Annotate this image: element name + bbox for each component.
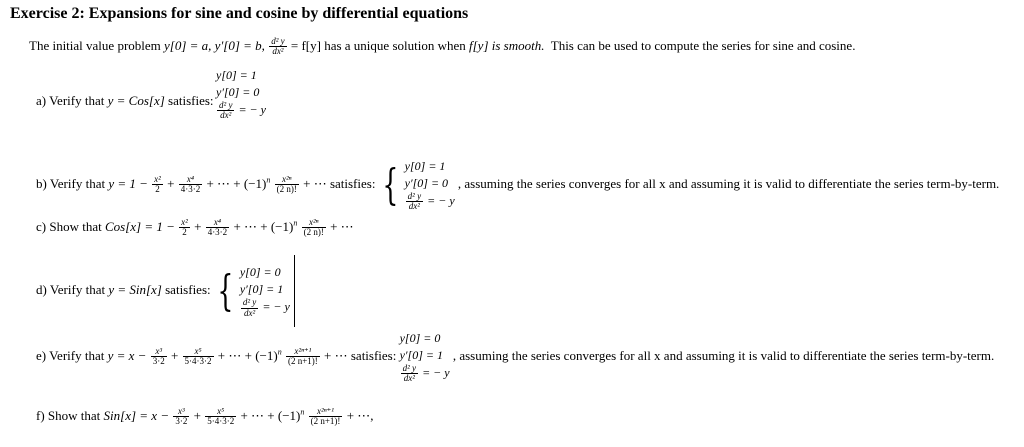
part-c-row: c) Show that Cos[x] = 1 − $\frac{\text{x²}}{2}$ + $\frac{\text{x⁴}}{4\cdot 3\cdot 2}$ + ⋯ + $(-1)^n$ $\frac{\text{x²ⁿ}}{(2 n)!}$ + ⋯ xyxy=(36,217,354,238)
part-d-row: d) Verify that y = Sin[x] satisfies: { y[0] = 0 y′[0] = 1 $\frac{\text{d² y}}{\text{dx²}}$ = − y xyxy=(36,255,295,327)
intro-tail: This can be used to compute the series for sine and cosine. xyxy=(550,37,856,53)
intro-smooth: f[y] is smooth. xyxy=(469,37,545,53)
intro-text xyxy=(29,37,855,57)
part-e-assumption: , assuming the series converges for all x and assuming it is valid to differentiate the series term-by-term. xyxy=(452,347,995,363)
part-a-label: a) Verify that y = Cos[x] satisfies: xyxy=(36,93,214,108)
intro-conditions: y[0] = a, y′[0] = b, xyxy=(164,37,265,53)
part-b-assumption: , assuming the series converges for all x and assuming it is valid to differentiate the series term-by-term. xyxy=(457,175,1000,191)
intro-before: The initial value problem xyxy=(29,37,165,53)
part-a-system: y[0] = 1 y′[0] = 0 $\frac{\text{d² y}}{\text{dx²}}$ = − y xyxy=(216,68,266,121)
intro-after: = f[y] has a unique solution when xyxy=(290,37,469,53)
page-title: Exercise 2: Expansions for sine and cosine by differential equations xyxy=(10,5,469,22)
part-f-row: f) Show that Sin[x] = x − $\frac{\text{x³}}{3\cdot 2}$ + $\frac{\text{x⁵}}{5\cdot 4\cdot 3\cdot 2}$ + ⋯ + $(-1)^n$ $\frac{\text{x²ⁿ⁺¹}}{(2 n+1)!}$ + ⋯, xyxy=(36,406,374,427)
part-e-row: e) Verify that y = x − $\frac{\text{x³}}{3\cdot 2}$ + $\frac{\text{x⁵}}{5\cdot 4\cdot 3\cdot 2}$ + ⋯ + $(-1)^n$ $\frac{\text{x²ⁿ⁺¹}}{(2 n+1)!}$ + ⋯ satisfies: y[0] = 0 y′[0] = 1 $\frac{\text{d² y}}{\text{dx²}}$ = − y , assuming the series converges for all x and assuming it is valid to differentiate the series term-by-term. xyxy=(36,331,995,384)
part-b-row: b) Verify that y = 1 − $\frac{\text{x²}}{2}$ + $\frac{\text{x⁴}}{4\cdot 3\cdot 2}$ + ⋯ + $(-1)^n$ $\frac{\text{x²ⁿ}}{(2 n)!}$ + ⋯ satisfies: { y[0] = 1 y′[0] = 0 $\frac{\text{d² y}}{\text{dx²}}$ = − y , assuming the series converges for all x and assuming it is valid to differentiate the series term-by-term. xyxy=(36,159,1000,212)
intro-derivative: $\frac{\text{d² y}}{\text{dx²}}$ xyxy=(271,36,285,57)
